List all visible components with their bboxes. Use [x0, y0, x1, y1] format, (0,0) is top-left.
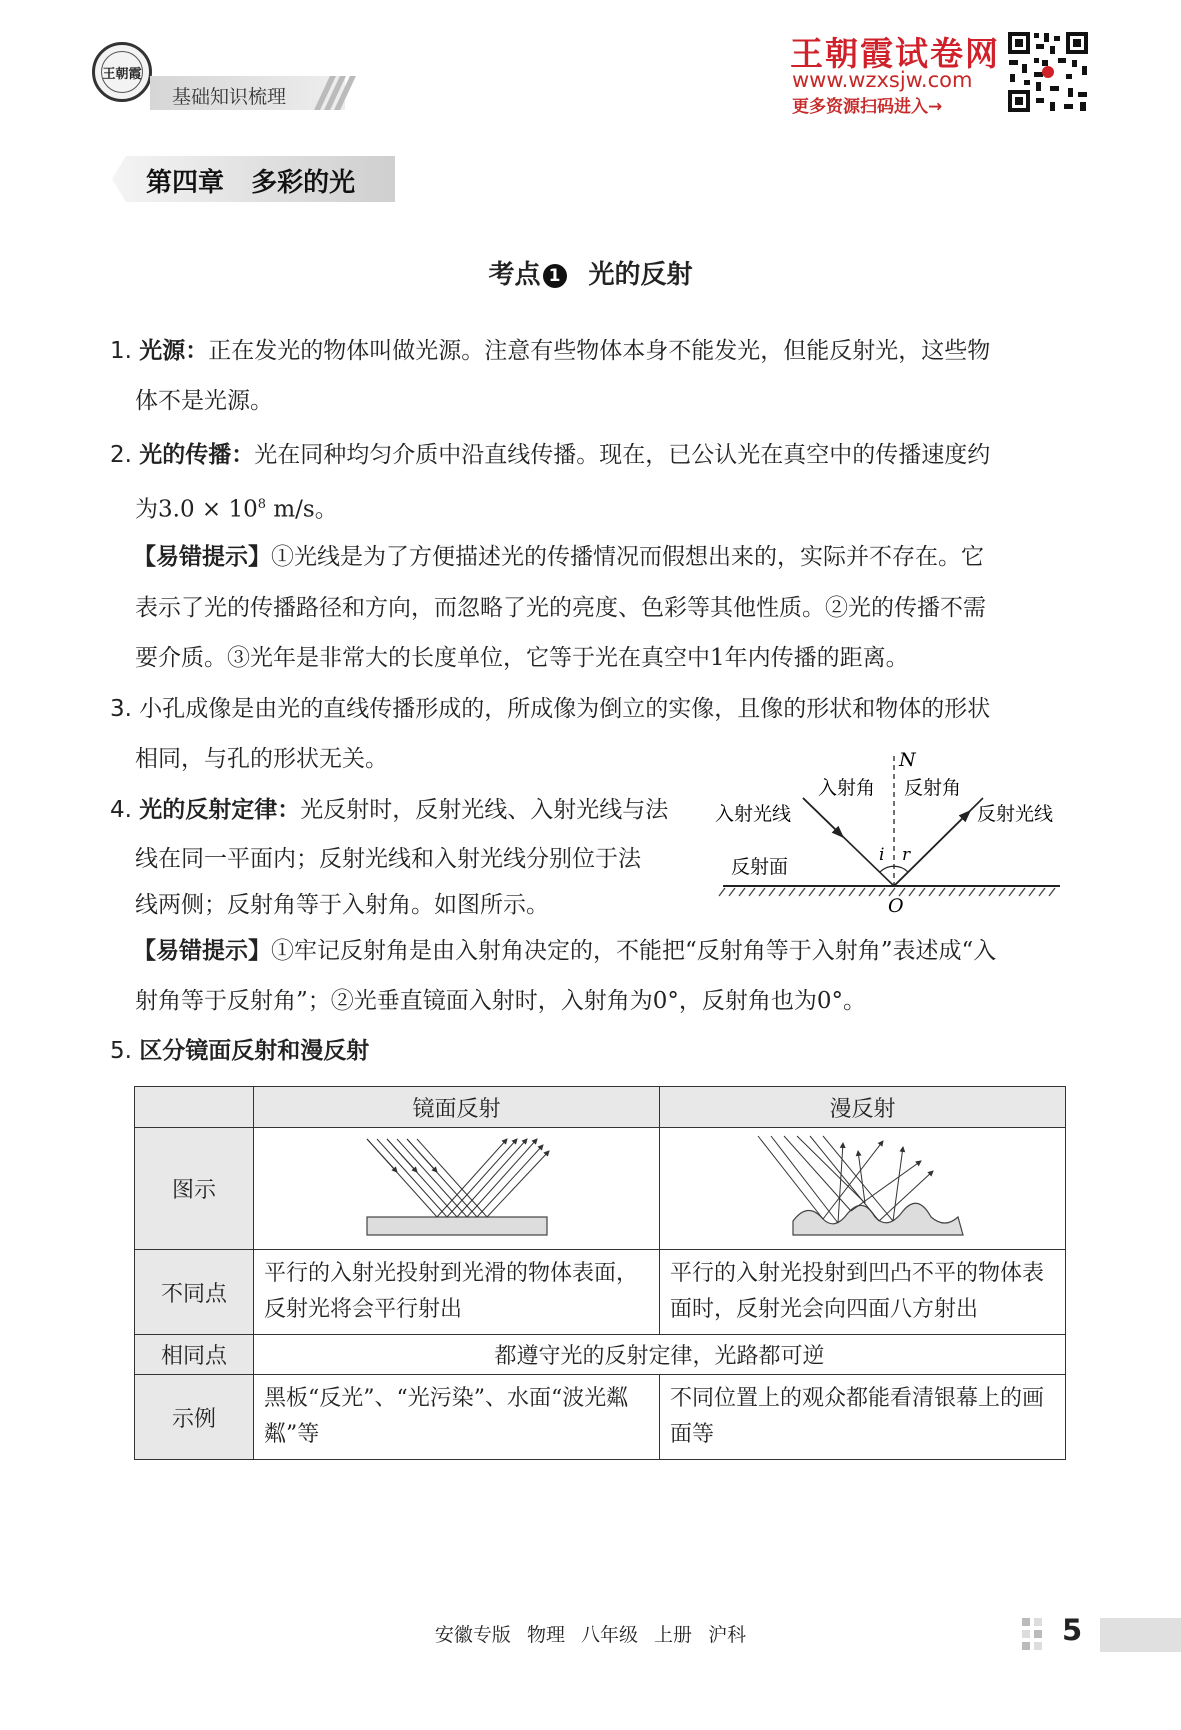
- item-4-text: 光反射时，反射光线、入射光线与法: [300, 797, 669, 823]
- tip-1-line1: 【易错提示】①光线是为了方便描述光的传播情况而假想出来的，实际并不存在。它: [133, 544, 984, 570]
- diffuse-reflection-icon: [753, 1131, 973, 1241]
- page-number-bar: [1100, 1618, 1181, 1652]
- row-label: 相同点: [135, 1335, 254, 1375]
- tip-label: 【易错提示】: [133, 544, 271, 570]
- i-label: i: [879, 845, 885, 865]
- specular-illustration-cell: [254, 1128, 660, 1250]
- table-row: [135, 1250, 1066, 1335]
- item-4-line3: 线两侧；反射角等于入射角。如图所示。: [135, 892, 549, 918]
- brand-title: 王朝霞试卷网: [790, 34, 1000, 73]
- page-number: 5: [1062, 1613, 1083, 1647]
- reflected-ray-label: 反射光线: [977, 803, 1054, 825]
- section-prefix: 考点: [488, 260, 541, 290]
- tip-1-line3: 要介质。③光年是非常大的长度单位，它等于光在真空中1年内传播的距离。: [135, 645, 909, 671]
- section-title-text: 光的反射: [588, 260, 693, 290]
- comparison-table: [134, 1086, 1066, 1460]
- reflection-diagram: [715, 748, 1070, 918]
- row-label: 不同点: [135, 1250, 254, 1335]
- item-5: 5. 区分镜面反射和漫反射: [110, 1038, 370, 1064]
- item-2-line2: 为$3.0 \times 10^8$ m/s。: [135, 496, 338, 523]
- diffuse-example: 不同位置上的观众都能看清银幕上的画面等: [660, 1375, 1066, 1460]
- item-5-term: 区分镜面反射和漫反射: [139, 1038, 370, 1064]
- incident-angle-label: 入射角: [818, 777, 876, 799]
- table-row: [135, 1128, 1066, 1250]
- item-4-term: 光的反射定律：: [139, 797, 301, 823]
- table-header-specular: 镜面反射: [254, 1087, 660, 1128]
- diffuse-difference: 平行的入射光投射到凹凸不平的物体表面时，反射光会向四面八方射出: [660, 1250, 1066, 1335]
- specular-example: 黑板“反光”、“光污染”、水面“波光粼粼”等: [254, 1375, 660, 1460]
- logo-text: 王朝霞: [101, 51, 143, 93]
- footer-text: 安徽专版 物理 八年级 上册 沪科: [434, 1624, 747, 1646]
- row-label: 图示: [135, 1128, 254, 1250]
- section-label: 基础知识梳理: [172, 86, 287, 108]
- brand-cta[interactable]: 更多资源扫码进入→: [792, 97, 943, 117]
- common-point: 都遵守光的反射定律，光路都可逆: [254, 1335, 1066, 1375]
- item-1-term: 光源：: [139, 338, 209, 364]
- item-4-line2: 线在同一平面内；反射光线和入射光线分别位于法: [135, 846, 641, 872]
- section-title: [0, 254, 1181, 291]
- item-3-text: 小孔成像是由光的直线传播形成的，所成像为倒立的实像，且像的形状和物体的形状: [139, 696, 991, 722]
- row-label: 示例: [135, 1375, 254, 1460]
- tip-2-line1: 【易错提示】①牢记反射角是由入射角决定的，不能把“反射角等于入射角”表述成“入: [133, 938, 997, 964]
- chapter-banner: [112, 156, 395, 202]
- logo: [92, 42, 152, 102]
- qr-code-icon[interactable]: [1006, 30, 1090, 114]
- table-header-row: [135, 1087, 1066, 1128]
- section-number-badge: 1: [543, 264, 567, 288]
- tip-1-line2: 表示了光的传播路径和方向，而忽略了光的亮度、色彩等其他性质。②光的传播不需: [135, 595, 986, 621]
- item-2: 2. 光的传播：光在同种均匀介质中沿直线传播。现在，已公认光在真空中的传播速度约: [110, 442, 991, 468]
- item-2-text: 光在同种均匀介质中沿直线传播。现在，已公认光在真空中的传播速度约: [254, 442, 991, 468]
- incident-ray-label: 入射光线: [715, 803, 792, 825]
- page-corner-decor: [1022, 1618, 1052, 1652]
- tip-label: 【易错提示】: [133, 938, 271, 964]
- r-label: r: [902, 845, 911, 865]
- brand-url[interactable]: www.wzxsjw.com: [792, 68, 973, 92]
- specular-reflection-icon: [357, 1131, 557, 1241]
- item-3-line2: 相同，与孔的形状无关。: [135, 746, 388, 772]
- table-header-empty: [135, 1087, 254, 1128]
- item-1-text: 正在发光的物体叫做光源。注意有些物体本身不能发光，但能反射光，这些物: [208, 338, 991, 364]
- item-1-line2: 体不是光源。: [135, 388, 273, 414]
- item-2-term: 光的传播：: [139, 442, 255, 468]
- table-header-diffuse: 漫反射: [660, 1087, 1066, 1128]
- table-row: [135, 1375, 1066, 1460]
- diffuse-illustration-cell: [660, 1128, 1066, 1250]
- table-row: [135, 1335, 1066, 1375]
- tip-2-line2: 射角等于反射角”；②光垂直镜面入射时，入射角为0°，反射角也为0°。: [135, 988, 867, 1014]
- specular-difference: 平行的入射光投射到光滑的物体表面，反射光将会平行射出: [254, 1250, 660, 1335]
- item-1: 1. 光源：正在发光的物体叫做光源。注意有些物体本身不能发光，但能反射光，这些物: [110, 338, 991, 364]
- item-4: 4. 光的反射定律：光反射时，反射光线、入射光线与法: [110, 797, 669, 823]
- chapter-title: 第四章 多彩的光: [146, 168, 356, 198]
- normal-label: N: [899, 749, 916, 771]
- reflect-angle-label: 反射角: [904, 777, 962, 799]
- item-3: 3. 小孔成像是由光的直线传播形成的，所成像为倒立的实像，且像的形状和物体的形状: [110, 696, 991, 722]
- origin-label: O: [888, 895, 904, 917]
- surface-label: 反射面: [731, 856, 789, 878]
